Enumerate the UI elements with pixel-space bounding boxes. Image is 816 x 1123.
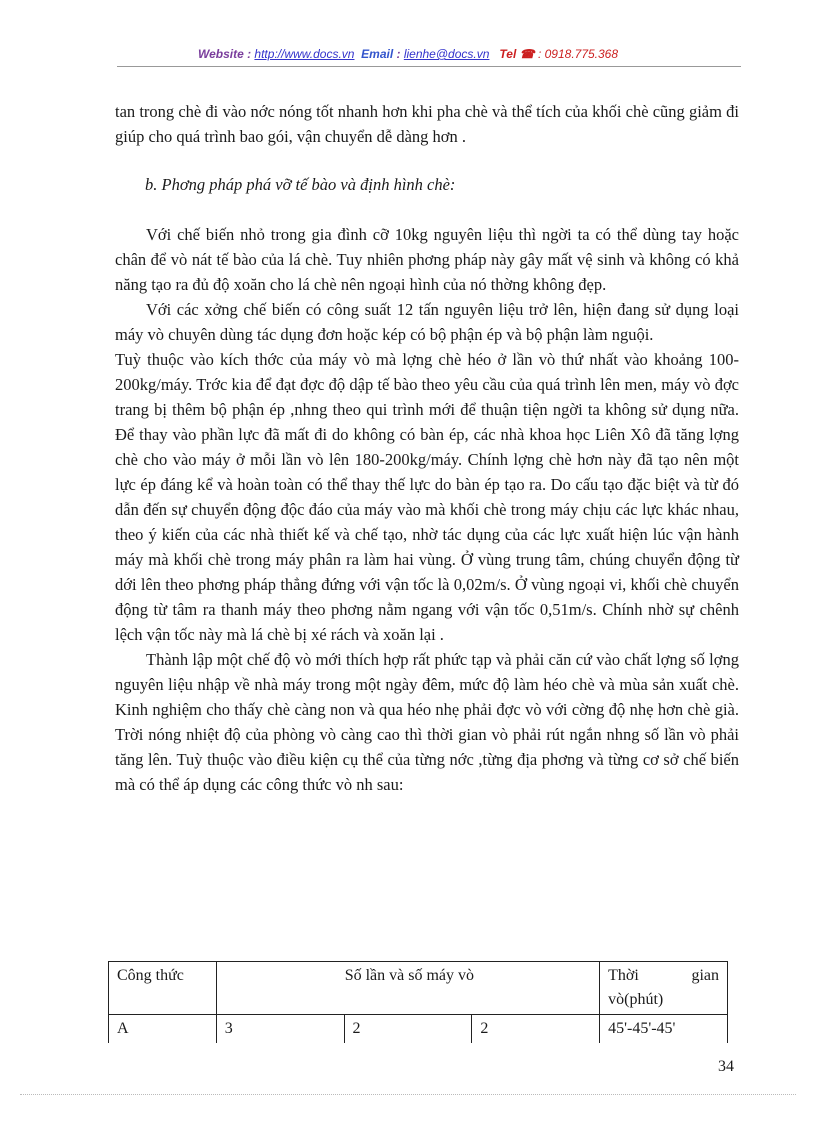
phone-icon: ☎ — [519, 47, 535, 61]
tel-label: Tel — [499, 47, 517, 61]
cell-time: 45'-45'-45' — [600, 1015, 728, 1044]
section-heading: b. Phơng pháp phá vỡ tế bào và định hình chè: — [145, 175, 456, 194]
cell-count-3: 2 — [472, 1015, 600, 1044]
paragraph-1: tan trong chè đi vào nớc nóng tốt nhanh hơn khi pha chè và thể tích của khối chè cũng giảm đi giúp cho quá trình bao gói, vận chuyển dễ dàng hơn . — [115, 102, 739, 146]
paragraph-3: Với các xởng chế biến có công suất 12 tấn nguyên liệu trở lên, hiện đang sử dụng loại máy vò chuyên dùng tác dụng đơn hoặc kép có bộ phận ép và bộ phận làm nguội. — [115, 300, 739, 344]
page-header — [0, 47, 816, 61]
cell-count-1: 3 — [216, 1015, 344, 1044]
formula-table — [108, 961, 728, 1043]
header-formula: Công thức — [109, 962, 217, 1015]
paragraph-5: Thành lập một chế độ vò mới thích hợp rất phức tạp và phải căn cứ vào chất lợng số lợng nguyên liệu nhập về nhà máy trong một ngày đêm, mức độ làm héo chè và mùa sản xuất chè. Kinh nghiệm cho thấy chè càng non và qua héo nhẹ phải đợc vò với cờng độ nhẹ hơn chè già. Trời nóng nhiệt độ của phòng vò càng cao thì thời gian vò phải rút ngắn nhng số lần vò phải tăng lên. Tuỳ thuộc vào điều kiện cụ thể của từng nớc ,từng địa phơng và từng cơ sở chế biến mà có thể áp dụng các công thức vò nh sau: — [115, 650, 739, 794]
page-number: 34 — [718, 1058, 734, 1075]
website-link[interactable]: http://www.docs.vn — [254, 47, 355, 61]
website-separator: : — [243, 47, 255, 61]
header-count: Số lần và số máy vò — [216, 962, 599, 1015]
formula-table-wrapper — [108, 961, 728, 1043]
cell-formula: A — [109, 1015, 217, 1044]
header-divider — [117, 66, 741, 67]
email-label: Email — [361, 47, 394, 61]
table-header-row — [109, 962, 728, 1015]
cell-count-2: 2 — [344, 1015, 472, 1044]
footer-divider — [20, 1094, 796, 1095]
tel-number: : 0918.775.368 — [534, 47, 619, 61]
email-separator: : — [393, 47, 404, 61]
document-body — [115, 99, 739, 797]
header-time: Thời gian vò(phút) — [600, 962, 728, 1015]
email-link[interactable]: lienhe@docs.vn — [403, 47, 490, 61]
table-row — [109, 1015, 728, 1044]
paragraph-4: Tuỳ thuộc vào kích thớc của máy vò mà lợng chè héo ở lần vò thứ nhất vào khoảng 100-200kg/máy. Trớc kia để đạt đợc độ dập tế bào theo yêu cầu của quá trình lên men, máy vò đợc trang bị thêm bộ phận ép ,nhng theo qui trình mới để thuận tiện ngời ta không sử dụng nữa. Để thay vào phần lực đã mất đi do không có bàn ép, các nhà khoa học Liên Xô đã tăng lợng chè cho vào máy ở mỗi lần vò lên 180-200kg/máy. Chính lợng chè hơn này đã tạo nên một lực ép đáng kể và hoàn toàn có thể thay thế lực do bàn ép tạo ra. Do cấu tạo đặc biệt và từ đó dẫn đến sự chuyển động độc đáo của máy vào mà khối chè trong máy chịu các lực khác nhau, theo ý kiến của các nhà thiết kế và chế tạo, nhờ tác dụng của các lực xuất hiện lúc vận hành máy mà khối chè trong máy phân ra làm hai vùng. Ở vùng trung tâm, chúng chuyển động từ dới lên theo phơng pháp thẳng đứng với vận tốc là 0,02m/s. Ở vùng ngoại vi, khối chè chuyển động từ tâm ra thanh máy theo phơng nằm ngang với vận tốc 0,51m/s. Chính nhờ sự chênh lệch vận tốc này mà lá chè bị xé rách và xoăn lại . — [115, 350, 739, 644]
paragraph-2: Với chế biến nhỏ trong gia đình cỡ 10kg nguyên liệu thì ngời ta có thể dùng tay hoặc chân để vò nát tế bào của lá chè. Tuy nhiên phơng pháp này gây mất vệ sinh và không có khả năng tạo ra đủ độ xoăn cho lá chè nên ngoại hình của nó thờng không đẹp. — [115, 225, 739, 294]
website-label: Website — [197, 47, 244, 61]
